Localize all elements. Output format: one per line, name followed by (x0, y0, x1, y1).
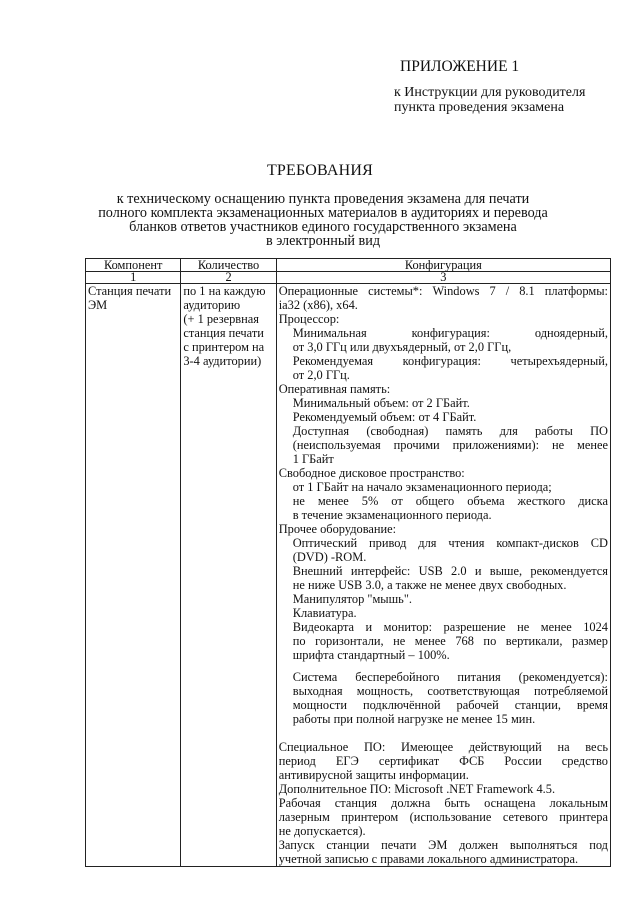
cell-line: (+ 1 резервная (183, 312, 259, 326)
subheading-line: полного комплекта экзаменационных материалов в аудиториях и перевода (98, 205, 548, 221)
column-number: 2 (181, 272, 276, 284)
usb-interface: не ниже USB 3.0, а также не менее двух свободных. (292, 578, 567, 592)
special-software: Специальное ПО: Имеющее действующий на весь (278, 740, 608, 754)
printer-requirement: не допускается). (278, 824, 366, 838)
document-subheading (74, 192, 572, 248)
ram-free: 1 ГБайт (292, 452, 334, 466)
cpu-title: Процессор: (278, 312, 340, 326)
ram-min: Минимальный объем: от 2 ГБайт. (292, 396, 470, 410)
cell-line: ЭМ (88, 298, 108, 312)
disk-line: от 1 ГБайт на начало экзаменационного периода; (292, 480, 552, 494)
cell-line: станция печати (183, 326, 264, 340)
spacer (279, 662, 608, 670)
mouse: Манипулятор "мышь". (292, 592, 412, 606)
admin-requirement: учетной записью с правами локального администратора. (278, 852, 579, 866)
cell-line: 3-4 аудитории) (183, 354, 262, 368)
subheading-line: в электронный вид (265, 233, 381, 249)
special-software: антивирусной защиты информации. (278, 768, 469, 782)
cpu-min: Минимальная конфигурация: одноядерный, (292, 326, 608, 340)
cell-line: с принтером на (183, 340, 265, 354)
video: Видеокарта и монитор: разрешение не менее 1024 (292, 620, 608, 634)
subheading-line: бланков ответов участников единого государственного экзамена (129, 219, 517, 235)
optical-drive: Оптический привод для чтения компакт-дисков CD (292, 536, 608, 550)
component-cell (86, 284, 181, 867)
column-header-configuration: Конфигурация (276, 259, 610, 272)
appendix-line: пункта проведения экзамена (394, 100, 565, 115)
special-software: период ЕГЭ сертификат ФСБ России средство (278, 754, 608, 768)
optical-drive: (DVD) -ROM. (292, 550, 367, 564)
appendix-subtitle (394, 85, 624, 115)
cpu-rec: Рекомендуемая конфигурация: четырехъядерный, (292, 354, 608, 368)
table-header-row (86, 259, 611, 272)
column-header-component: Компонент (86, 259, 181, 272)
appendix-title: ПРИЛОЖЕНИЕ 1 (400, 58, 520, 75)
ups: выходная мощность, соответствующая потребляемой (292, 684, 608, 698)
extra-software: Дополнительное ПО: Microsoft .NET Framework 4.5. (278, 782, 556, 796)
usb-interface: Внешний интерфейс: USB 2.0 и выше, рекомендуется (292, 564, 608, 578)
appendix-line: к Инструкции для руководителя (394, 85, 586, 100)
disk-line: в течение экзаменационного периода. (292, 508, 492, 522)
ram-free: (неиспользуемая прочими приложениями): не менее (292, 438, 608, 452)
cpu-rec: от 2,0 ГГц. (292, 368, 350, 382)
cell-line: аудиторию (183, 298, 241, 312)
table-row (86, 284, 611, 867)
column-number: 3 (276, 272, 610, 284)
admin-requirement: Запуск станции печати ЭМ должен выполняться под (278, 838, 608, 852)
configuration-cell (276, 284, 610, 867)
document-heading: ТРЕБОВАНИЯ (266, 162, 374, 179)
cell-line: по 1 на каждую (183, 284, 266, 298)
spacer (279, 726, 608, 740)
other-title: Прочее оборудование: (278, 522, 397, 536)
ups: мощности подключённой рабочей станции, время (292, 698, 608, 712)
ram-title: Оперативная память: (278, 382, 391, 396)
disk-title: Свободное дисковое пространство: (278, 466, 465, 480)
disk-line: не менее 5% от общего объема жесткого диска (292, 494, 608, 508)
os-line: Операционные системы*: Windows 7 / 8.1 платформы: (278, 284, 608, 298)
ups: работы при полной нагрузке не менее 15 мин. (292, 712, 536, 726)
quantity-cell (181, 284, 276, 867)
video: по горизонтали, не менее 768 по вертикали, размер (292, 634, 608, 648)
ram-rec: Рекомендуемый объем: от 4 ГБайт. (292, 410, 477, 424)
video: шрифта стандартный – 100%. (292, 648, 450, 662)
cell-line: Станция печати (88, 284, 172, 298)
printer-requirement: Рабочая станция должна быть оснащена локальным (278, 796, 608, 810)
column-header-quantity: Количество (181, 259, 276, 272)
ram-free: Доступная (свободная) память для работы ПО (292, 424, 608, 438)
printer-requirement: лазерным принтером (использование сетевого принтера (278, 810, 608, 824)
column-number: 1 (86, 272, 181, 284)
keyboard: Клавиатура. (292, 606, 357, 620)
os-line: ia32 (x86), x64. (278, 298, 358, 312)
table-number-row (86, 272, 611, 284)
cpu-min: от 3,0 ГГц или двухъядерный, от 2,0 ГГц, (292, 340, 512, 354)
subheading-line: к техническому оснащению пункта проведения экзамена для печати (116, 191, 530, 207)
requirements-table (85, 258, 611, 867)
ups: Система бесперебойного питания (рекомендуется): (292, 670, 608, 684)
